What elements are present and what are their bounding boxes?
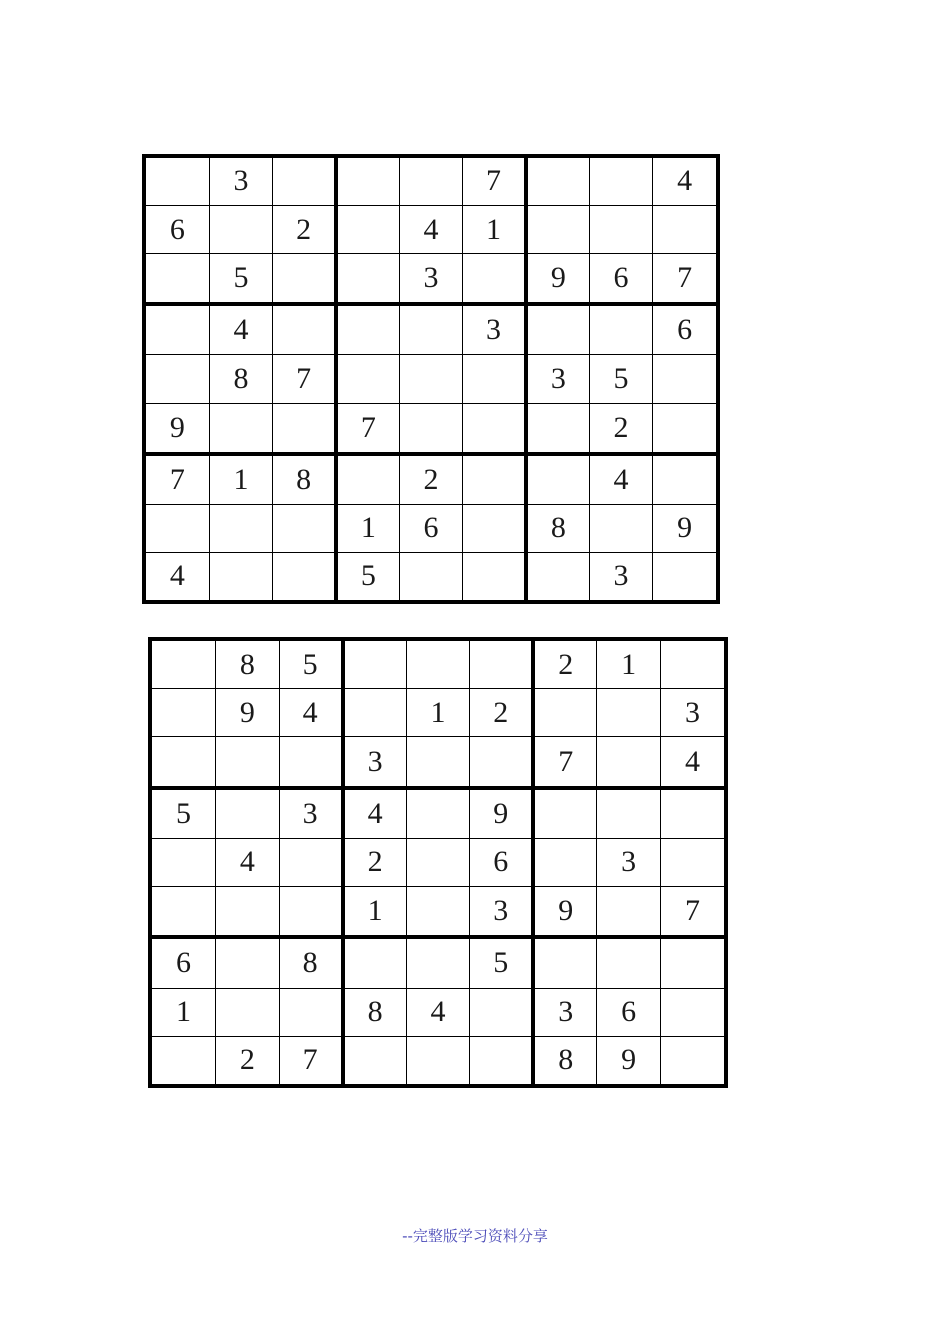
- sudoku-cell: [463, 504, 526, 552]
- sudoku-cell: 8: [216, 641, 280, 689]
- sudoku-cell: 3: [526, 355, 589, 403]
- sudoku-cell: 2: [589, 403, 652, 454]
- sudoku-cell: 3: [533, 988, 597, 1036]
- sudoku-cell: 5: [152, 788, 216, 839]
- sudoku-cell: [653, 205, 716, 253]
- sudoku-cell: [152, 838, 216, 886]
- sudoku-cell: 1: [597, 641, 661, 689]
- sudoku-cell: [660, 838, 724, 886]
- sudoku-cell: [589, 205, 652, 253]
- sudoku-cell: [273, 552, 336, 600]
- sudoku-cell: [279, 988, 343, 1036]
- sudoku-cell: [589, 304, 652, 355]
- sudoku-cell: 7: [146, 454, 209, 505]
- sudoku-cell: 4: [146, 552, 209, 600]
- sudoku-cell: 1: [152, 988, 216, 1036]
- sudoku-cell: 3: [470, 887, 534, 938]
- sudoku-cell: 9: [216, 689, 280, 737]
- footer-text: --完整版学习资料分享: [402, 1227, 548, 1245]
- sudoku-cell: [336, 254, 399, 305]
- sudoku-cell: [399, 552, 462, 600]
- sudoku-cell: [660, 641, 724, 689]
- sudoku-cell: [146, 254, 209, 305]
- sudoku-cell: 4: [589, 454, 652, 505]
- sudoku-row: [152, 988, 724, 1036]
- sudoku-cell: 4: [406, 988, 470, 1036]
- sudoku-cell: [336, 205, 399, 253]
- sudoku-row: [146, 304, 716, 355]
- sudoku-cell: [343, 689, 407, 737]
- sudoku-row: [152, 689, 724, 737]
- sudoku-cell: [526, 454, 589, 505]
- sudoku-cell: [653, 552, 716, 600]
- sudoku-cell: [463, 454, 526, 505]
- sudoku-cell: [209, 552, 272, 600]
- sudoku-cell: [152, 641, 216, 689]
- sudoku-cell: [152, 689, 216, 737]
- sudoku-row: [146, 454, 716, 505]
- sudoku-cell: 7: [533, 737, 597, 788]
- sudoku-cell: [597, 937, 661, 988]
- sudoku-cell: [279, 887, 343, 938]
- sudoku-cell: [406, 788, 470, 839]
- sudoku-cell: [273, 254, 336, 305]
- sudoku-row: [146, 355, 716, 403]
- sudoku-cell: 6: [470, 838, 534, 886]
- sudoku-cell: 7: [279, 1036, 343, 1084]
- sudoku-cell: [406, 838, 470, 886]
- sudoku-cell: 3: [209, 158, 272, 205]
- sudoku-cell: [470, 737, 534, 788]
- sudoku-cell: [406, 641, 470, 689]
- sudoku-cell: [526, 304, 589, 355]
- sudoku-cell: [526, 158, 589, 205]
- sudoku-cell: [336, 355, 399, 403]
- sudoku-cell: 7: [660, 887, 724, 938]
- sudoku-cell: [533, 788, 597, 839]
- sudoku-cell: 3: [399, 254, 462, 305]
- sudoku-cell: [589, 158, 652, 205]
- sudoku-cell: 9: [653, 504, 716, 552]
- sudoku-cell: 3: [279, 788, 343, 839]
- sudoku-cell: 1: [406, 689, 470, 737]
- sudoku-cell: 7: [653, 254, 716, 305]
- sudoku-puzzle-2: [148, 637, 728, 1088]
- sudoku-cell: [279, 737, 343, 788]
- sudoku-row: [146, 504, 716, 552]
- sudoku-cell: [653, 454, 716, 505]
- sudoku-cell: [343, 641, 407, 689]
- sudoku-cell: 5: [279, 641, 343, 689]
- sudoku-cell: 5: [470, 937, 534, 988]
- sudoku-cell: [336, 304, 399, 355]
- sudoku-row: [152, 838, 724, 886]
- sudoku-cell: [660, 1036, 724, 1084]
- sudoku-grid: [152, 641, 724, 1084]
- sudoku-cell: [463, 254, 526, 305]
- sudoku-cell: [463, 403, 526, 454]
- sudoku-cell: 6: [589, 254, 652, 305]
- sudoku-cell: [336, 454, 399, 505]
- sudoku-cell: 2: [343, 838, 407, 886]
- sudoku-cell: [209, 205, 272, 253]
- sudoku-cell: 6: [152, 937, 216, 988]
- sudoku-cell: 4: [653, 158, 716, 205]
- sudoku-row: [146, 552, 716, 600]
- sudoku-cell: [406, 937, 470, 988]
- sudoku-cell: [470, 641, 534, 689]
- sudoku-cell: [152, 887, 216, 938]
- sudoku-cell: [273, 504, 336, 552]
- sudoku-cell: [597, 887, 661, 938]
- sudoku-cell: [597, 788, 661, 839]
- sudoku-cell: 3: [463, 304, 526, 355]
- sudoku-cell: [526, 205, 589, 253]
- sudoku-cell: [209, 403, 272, 454]
- sudoku-puzzle-1: [142, 154, 720, 604]
- sudoku-grid: [146, 158, 716, 600]
- sudoku-cell: [343, 937, 407, 988]
- sudoku-cell: [463, 552, 526, 600]
- sudoku-row: [152, 737, 724, 788]
- sudoku-cell: 7: [336, 403, 399, 454]
- sudoku-cell: [273, 403, 336, 454]
- sudoku-cell: 3: [597, 838, 661, 886]
- sudoku-cell: [152, 737, 216, 788]
- sudoku-cell: 7: [463, 158, 526, 205]
- sudoku-cell: 2: [399, 454, 462, 505]
- sudoku-cell: [533, 838, 597, 886]
- sudoku-cell: 3: [660, 689, 724, 737]
- sudoku-cell: 8: [343, 988, 407, 1036]
- sudoku-cell: [533, 937, 597, 988]
- sudoku-cell: [146, 355, 209, 403]
- sudoku-cell: 1: [343, 887, 407, 938]
- sudoku-cell: 6: [146, 205, 209, 253]
- sudoku-cell: 9: [526, 254, 589, 305]
- sudoku-cell: 4: [399, 205, 462, 253]
- sudoku-cell: 6: [399, 504, 462, 552]
- sudoku-cell: 6: [597, 988, 661, 1036]
- sudoku-cell: 2: [533, 641, 597, 689]
- sudoku-cell: [216, 937, 280, 988]
- sudoku-cell: 8: [273, 454, 336, 505]
- sudoku-row: [152, 641, 724, 689]
- sudoku-cell: [597, 737, 661, 788]
- sudoku-cell: 3: [589, 552, 652, 600]
- sudoku-row: [146, 254, 716, 305]
- sudoku-cell: [660, 788, 724, 839]
- sudoku-cell: 4: [209, 304, 272, 355]
- sudoku-row: [146, 403, 716, 454]
- sudoku-cell: [526, 403, 589, 454]
- sudoku-cell: [463, 355, 526, 403]
- sudoku-row: [152, 937, 724, 988]
- sudoku-cell: [216, 988, 280, 1036]
- sudoku-cell: [399, 355, 462, 403]
- sudoku-cell: [279, 838, 343, 886]
- sudoku-cell: [533, 689, 597, 737]
- sudoku-cell: 4: [343, 788, 407, 839]
- sudoku-cell: [470, 1036, 534, 1084]
- sudoku-cell: 8: [209, 355, 272, 403]
- sudoku-cell: 3: [343, 737, 407, 788]
- sudoku-cell: [660, 988, 724, 1036]
- sudoku-cell: [152, 1036, 216, 1084]
- sudoku-cell: 9: [146, 403, 209, 454]
- sudoku-cell: [399, 158, 462, 205]
- sudoku-cell: [406, 737, 470, 788]
- sudoku-cell: [406, 887, 470, 938]
- sudoku-cell: 8: [533, 1036, 597, 1084]
- sudoku-cell: [653, 403, 716, 454]
- sudoku-cell: 4: [216, 838, 280, 886]
- sudoku-cell: [216, 737, 280, 788]
- sudoku-cell: 5: [209, 254, 272, 305]
- sudoku-cell: [399, 304, 462, 355]
- sudoku-cell: [216, 887, 280, 938]
- sudoku-cell: [660, 937, 724, 988]
- sudoku-cell: 2: [216, 1036, 280, 1084]
- sudoku-cell: 9: [533, 887, 597, 938]
- sudoku-cell: [216, 788, 280, 839]
- sudoku-cell: [343, 1036, 407, 1084]
- sudoku-cell: 9: [470, 788, 534, 839]
- sudoku-row: [152, 887, 724, 938]
- sudoku-cell: [146, 304, 209, 355]
- sudoku-cell: [273, 158, 336, 205]
- sudoku-cell: 6: [653, 304, 716, 355]
- sudoku-cell: [336, 158, 399, 205]
- sudoku-cell: 8: [279, 937, 343, 988]
- sudoku-cell: 7: [273, 355, 336, 403]
- sudoku-cell: [470, 988, 534, 1036]
- sudoku-cell: [273, 304, 336, 355]
- sudoku-cell: 1: [463, 205, 526, 253]
- sudoku-cell: 5: [589, 355, 652, 403]
- sudoku-cell: [146, 504, 209, 552]
- sudoku-cell: [209, 504, 272, 552]
- sudoku-cell: [597, 689, 661, 737]
- sudoku-cell: [406, 1036, 470, 1084]
- sudoku-row: [152, 1036, 724, 1084]
- sudoku-row: [152, 788, 724, 839]
- sudoku-cell: 1: [209, 454, 272, 505]
- sudoku-cell: 2: [273, 205, 336, 253]
- sudoku-cell: [146, 158, 209, 205]
- sudoku-cell: [653, 355, 716, 403]
- sudoku-cell: [526, 552, 589, 600]
- sudoku-cell: [399, 403, 462, 454]
- sudoku-row: [146, 205, 716, 253]
- sudoku-cell: 4: [279, 689, 343, 737]
- sudoku-cell: [589, 504, 652, 552]
- sudoku-cell: 5: [336, 552, 399, 600]
- sudoku-cell: 2: [470, 689, 534, 737]
- sudoku-cell: 8: [526, 504, 589, 552]
- sudoku-cell: 9: [597, 1036, 661, 1084]
- sudoku-cell: 1: [336, 504, 399, 552]
- sudoku-row: [146, 158, 716, 205]
- sudoku-cell: 4: [660, 737, 724, 788]
